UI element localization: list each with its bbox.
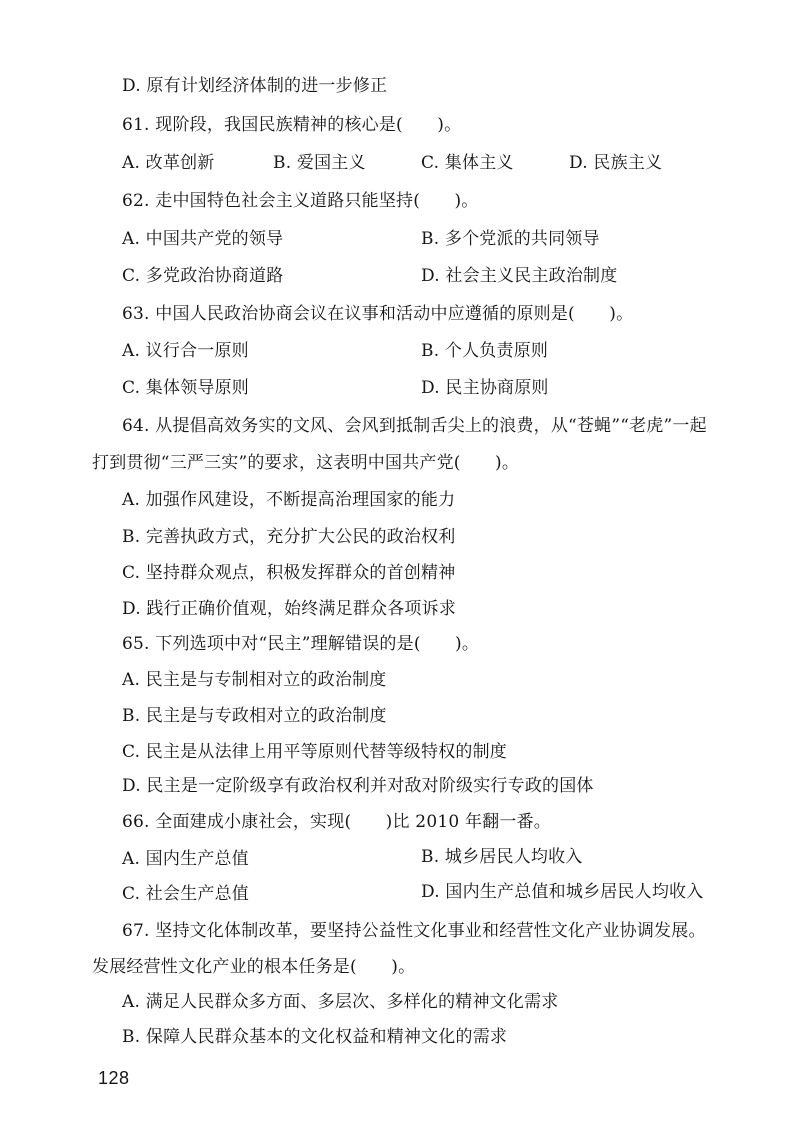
question-67-option-a: A. 满足人民群众多方面、多层次、多样化的精神文化需求 — [122, 992, 559, 1012]
question-61-option-b: B. 爱国主义 — [273, 153, 366, 173]
question-66-option-c: C. 社会生产总值 — [122, 884, 250, 904]
question-64-option-b: B. 完善执政方式，充分扩大公民的政治权利 — [122, 527, 456, 547]
question-61-option-d: D. 民族主义 — [569, 153, 663, 173]
question-62-option-c: C. 多党政治协商道路 — [122, 266, 284, 286]
question-63-option-c: C. 集体领导原则 — [122, 378, 250, 398]
question-61-option-a: A. 改革创新 — [122, 153, 215, 173]
question-64-option-d: D. 践行正确价值观，始终满足群众各项诉求 — [122, 599, 457, 619]
question-64-stem-line-2: 打到贯彻“三严三实”的要求，这表明中国共产党( )。 — [92, 453, 520, 473]
page-number: 128 — [98, 1068, 130, 1088]
question-62-option-d: D. 社会主义民主政治制度 — [421, 266, 618, 286]
question-65-option-c: C. 民主是从法律上用平等原则代替等级特权的制度 — [122, 742, 508, 762]
question-62-option-b: B. 多个党派的共同领导 — [421, 229, 600, 249]
prev-question-option-d: D. 原有计划经济体制的进一步修正 — [122, 76, 388, 96]
question-64-option-c: C. 坚持群众观点，积极发挥群众的首创精神 — [122, 563, 456, 583]
question-61-option-c: C. 集体主义 — [421, 153, 514, 173]
question-65-option-b: B. 民主是与专政相对立的政治制度 — [122, 706, 387, 726]
question-62-stem: 62. 走中国特色社会主义道路只能坚持( )。 — [122, 191, 479, 211]
question-62-option-a: A. 中国共产党的领导 — [122, 229, 284, 249]
question-63-option-a: A. 议行合一原则 — [122, 341, 249, 361]
question-66-option-b: B. 城乡居民人均收入 — [421, 847, 583, 867]
question-65-stem: 65. 下列选项中对“民主”理解错误的是( )。 — [122, 634, 480, 654]
question-67-stem-line-1: 67. 坚持文化体制改革，要坚持公益性文化事业和经营性文化产业协调发展。 — [122, 921, 706, 941]
question-64-stem-line-1: 64. 从提倡高效务实的文风、会风到抵制舌尖上的浪费，从“苍蝇”“老虎”一起 — [122, 416, 707, 436]
question-67-stem-line-2: 发展经营性文化产业的根本任务是( )。 — [92, 957, 416, 977]
question-61-stem: 61. 现阶段，我国民族精神的核心是( )。 — [122, 115, 462, 135]
question-63-stem: 63. 中国人民政治协商会议在议事和活动中应遵循的原则是( )。 — [122, 304, 634, 324]
question-66-option-a: A. 国内生产总值 — [122, 849, 249, 869]
question-66-option-d: D. 国内生产总值和城乡居民人均收入 — [421, 882, 704, 902]
question-67-option-b: B. 保障人民群众基本的文化权益和精神文化的需求 — [122, 1027, 508, 1047]
question-65-option-a: A. 民主是与专制相对立的政治制度 — [122, 670, 387, 690]
question-64-option-a: A. 加强作风建设，不断提高治理国家的能力 — [122, 490, 456, 510]
question-63-option-b: B. 个人负责原则 — [421, 341, 549, 361]
question-66-stem: 66. 全面建成小康社会，实现( )比 2010 年翻一番。 — [122, 812, 551, 832]
question-65-option-d: D. 民主是一定阶级享有政治权利并对敌对阶级实行专政的国体 — [122, 776, 594, 796]
question-63-option-d: D. 民主协商原则 — [421, 378, 549, 398]
